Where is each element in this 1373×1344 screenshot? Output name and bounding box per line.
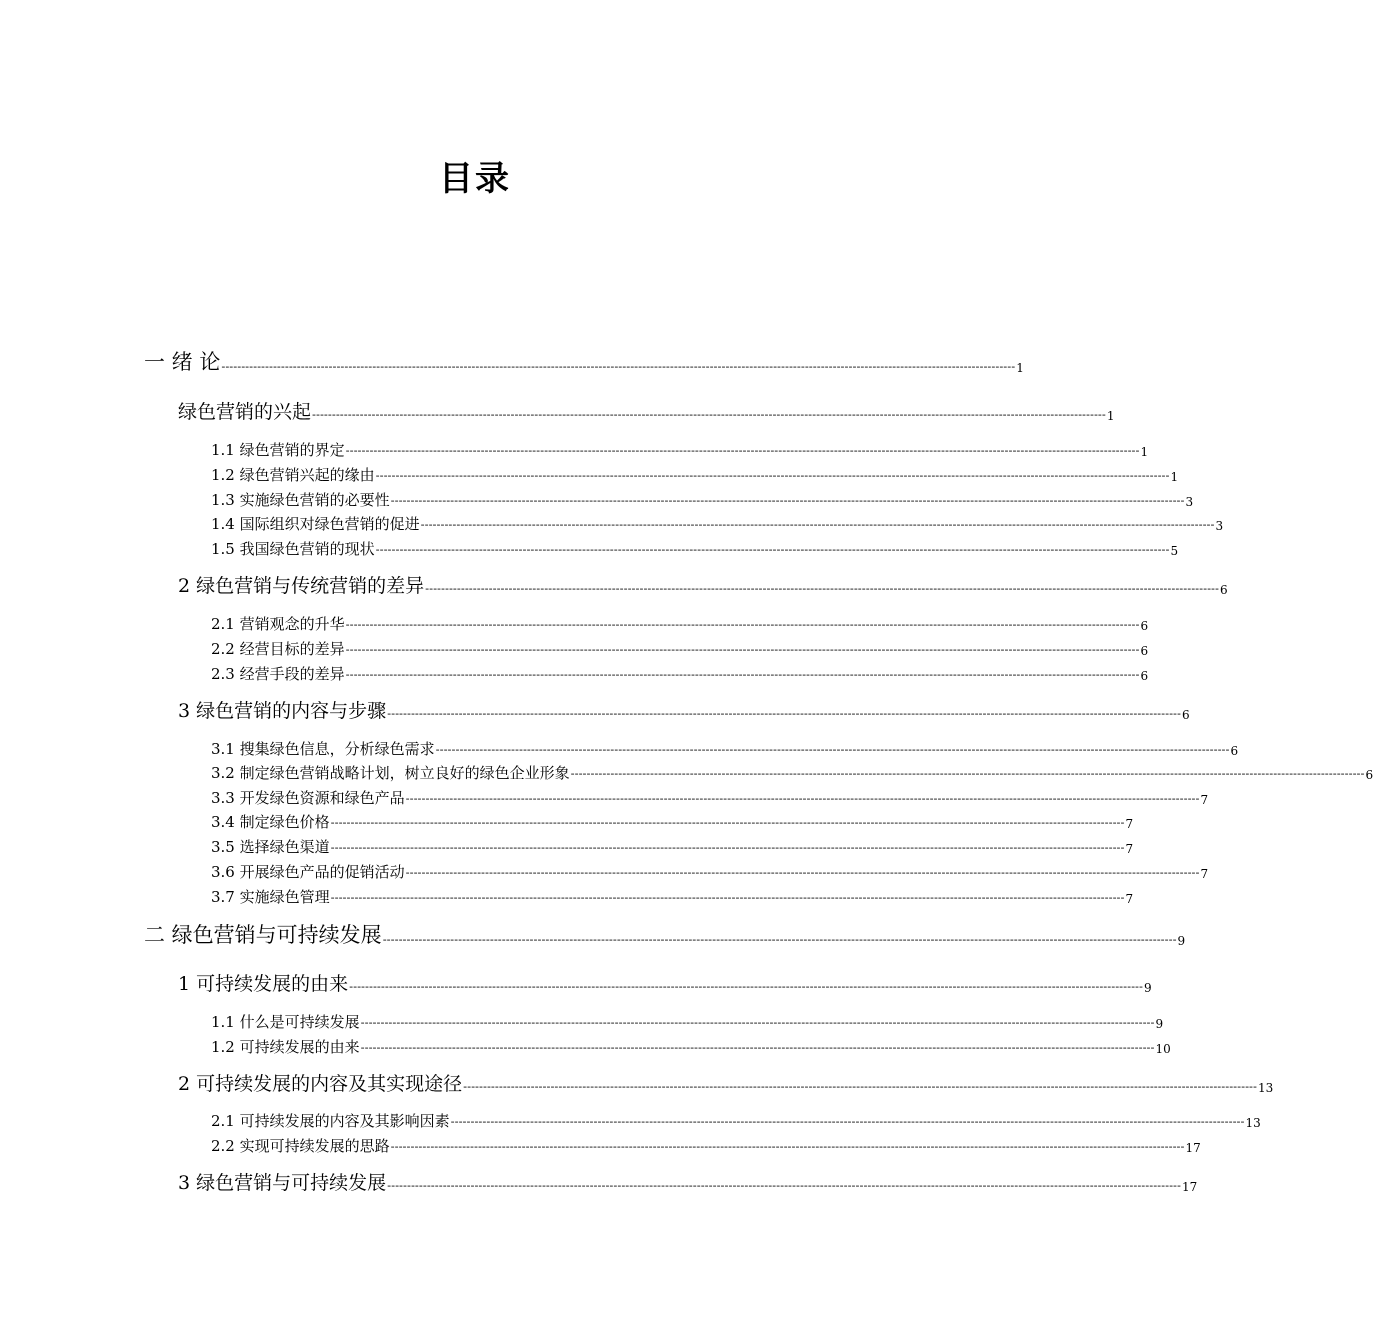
dot-leader: --------------------------------------------------------------------------------------------------------------------------------------------------------------------------------------------------------	[312, 408, 1106, 421]
toc-entry-label: 二 绿色营销与可持续发展	[144, 923, 382, 947]
toc-entry-label: 2.1 营销观念的升华	[211, 615, 345, 633]
dot-leader: --------------------------------------------------------------------------------------------------------------------------------------------------------------------------------------------------------	[345, 643, 1140, 656]
dot-leader: --------------------------------------------------------------------------------------------------------------------------------------------------------------------------------------------------------	[375, 543, 1170, 556]
toc-page-number: 17	[1185, 1141, 1201, 1155]
dot-leader: --------------------------------------------------------------------------------------------------------------------------------------------------------------------------------------------------------	[390, 1140, 1185, 1153]
toc-entry[interactable]	[144, 919, 1186, 949]
toc-entry-label: 3.6 开展绿色产品的促销活动	[211, 863, 405, 881]
dot-leader: --------------------------------------------------------------------------------------------------------------------------------------------------------------------------------------------------------	[345, 668, 1140, 681]
dot-leader: --------------------------------------------------------------------------------------------------------------------------------------------------------------------------------------------------------	[221, 360, 1016, 373]
toc-page-number: 7	[1200, 867, 1209, 881]
toc-entry[interactable]	[211, 610, 1149, 634]
toc-page-number: 6	[1365, 768, 1373, 782]
dot-leader: --------------------------------------------------------------------------------------------------------------------------------------------------------------------------------------------------------	[387, 1179, 1181, 1192]
dot-leader: --------------------------------------------------------------------------------------------------------------------------------------------------------------------------------------------------------	[463, 1080, 1257, 1093]
toc-entry[interactable]	[211, 660, 1149, 684]
toc-entry[interactable]	[178, 968, 1152, 996]
toc-page-number: 1	[1016, 361, 1024, 375]
toc-entry-label: 1.4 国际组织对绿色营销的促进	[211, 515, 420, 533]
toc-entry-label: 2.2 经营目标的差异	[211, 640, 345, 658]
toc-entry-label: 3.5 选择绿色渠道	[211, 838, 330, 856]
toc-entry[interactable]	[178, 1068, 1274, 1096]
dot-leader: --------------------------------------------------------------------------------------------------------------------------------------------------------------------------------------------------------	[570, 767, 1365, 780]
toc-entry-label: 1 可持续发展的由来	[178, 973, 349, 995]
toc-entry-label: 2 绿色营销与传统营销的差异	[178, 575, 425, 597]
toc-entry-label: 1.1 什么是可持续发展	[211, 1013, 360, 1031]
toc-page-number: 6	[1230, 744, 1239, 758]
page-title: 目录	[439, 159, 511, 199]
toc-entry[interactable]	[178, 396, 1115, 424]
dot-leader: --------------------------------------------------------------------------------------------------------------------------------------------------------------------------------------------------------	[382, 933, 1177, 946]
dot-leader: --------------------------------------------------------------------------------------------------------------------------------------------------------------------------------------------------------	[405, 792, 1200, 805]
toc-page-number: 7	[1125, 892, 1134, 906]
dot-leader: --------------------------------------------------------------------------------------------------------------------------------------------------------------------------------------------------------	[450, 1115, 1245, 1128]
toc-page-number: 3	[1185, 495, 1194, 509]
toc-page-number: 1	[1106, 409, 1115, 423]
dot-leader: --------------------------------------------------------------------------------------------------------------------------------------------------------------------------------------------------------	[375, 469, 1170, 482]
toc-entry[interactable]	[211, 436, 1149, 460]
toc-entry-label: 2.2 实现可持续发展的思路	[211, 1137, 390, 1155]
dot-leader: --------------------------------------------------------------------------------------------------------------------------------------------------------------------------------------------------------	[345, 444, 1140, 457]
toc-entry[interactable]	[211, 1107, 1261, 1131]
toc-page-number: 1	[1170, 470, 1179, 484]
toc-entry-label: 3.1 搜集绿色信息，分析绿色需求	[211, 740, 435, 758]
toc-entry[interactable]	[211, 635, 1149, 659]
toc-entry-label: 2 可持续发展的内容及其实现途径	[178, 1073, 463, 1095]
toc-entry-label: 1.5 我国绿色营销的现状	[211, 540, 375, 558]
toc-entry[interactable]	[211, 1008, 1164, 1032]
toc-page-number: 9	[1155, 1017, 1164, 1031]
toc-entry-label: 1.2 可持续发展的由来	[211, 1038, 360, 1056]
toc-entry[interactable]	[211, 535, 1179, 559]
toc-entry[interactable]	[211, 1132, 1201, 1156]
toc-entry-label: 3 绿色营销的内容与步骤	[178, 700, 387, 722]
toc-page-number: 3	[1215, 519, 1224, 533]
toc-entry[interactable]	[211, 461, 1179, 485]
toc-page-number: 9	[1177, 934, 1186, 948]
toc-page-number: 7	[1200, 793, 1209, 807]
dot-leader: --------------------------------------------------------------------------------------------------------------------------------------------------------------------------------------------------------	[360, 1016, 1155, 1029]
dot-leader: --------------------------------------------------------------------------------------------------------------------------------------------------------------------------------------------------------	[387, 707, 1181, 720]
toc-entry-label: 3.3 开发绿色资源和绿色产品	[211, 789, 405, 807]
dot-leader: --------------------------------------------------------------------------------------------------------------------------------------------------------------------------------------------------------	[330, 841, 1125, 854]
toc-entry-label: 2.3 经营手段的差异	[211, 665, 345, 683]
toc-page-number: 6	[1220, 583, 1228, 597]
toc-entry-label: 1.1 绿色营销的界定	[211, 441, 345, 459]
toc-entry[interactable]	[211, 486, 1194, 510]
dot-leader: --------------------------------------------------------------------------------------------------------------------------------------------------------------------------------------------------------	[330, 891, 1125, 904]
toc-entry-label: 2.1 可持续发展的内容及其影响因素	[211, 1112, 450, 1130]
toc-entry-label: 1.2 绿色营销兴起的缘由	[211, 466, 375, 484]
toc-page-number: 7	[1125, 817, 1134, 831]
toc-entry[interactable]	[211, 735, 1239, 759]
toc-page-number: 6	[1140, 619, 1149, 633]
dot-leader: --------------------------------------------------------------------------------------------------------------------------------------------------------------------------------------------------------	[345, 618, 1140, 631]
toc-entry[interactable]	[178, 570, 1228, 598]
toc-page-number: 17	[1182, 1180, 1198, 1194]
toc-page-number: 10	[1155, 1042, 1171, 1056]
toc-entry[interactable]	[211, 858, 1209, 882]
toc-entry[interactable]	[178, 1167, 1198, 1195]
toc-entry-label: 3 绿色营销与可持续发展	[178, 1172, 387, 1194]
toc-page-number: 6	[1140, 644, 1149, 658]
toc-entry[interactable]	[211, 1033, 1171, 1057]
dot-leader: --------------------------------------------------------------------------------------------------------------------------------------------------------------------------------------------------------	[330, 816, 1125, 829]
dot-leader: --------------------------------------------------------------------------------------------------------------------------------------------------------------------------------------------------------	[349, 980, 1143, 993]
toc-page-number: 1	[1140, 445, 1149, 459]
toc-page-number: 13	[1258, 1081, 1274, 1095]
toc-page-number: 7	[1125, 842, 1134, 856]
toc-entry[interactable]	[211, 833, 1134, 857]
dot-leader: --------------------------------------------------------------------------------------------------------------------------------------------------------------------------------------------------------	[425, 582, 1219, 595]
toc-page-number: 6	[1182, 708, 1190, 722]
toc-entry[interactable]	[144, 346, 1024, 376]
toc-entry[interactable]	[211, 808, 1134, 832]
toc-entry-label: 3.7 实施绿色管理	[211, 888, 330, 906]
toc-entry-label: 3.2 制定绿色营销战略计划，树立良好的绿色企业形象	[211, 764, 570, 782]
toc-entry[interactable]	[211, 883, 1134, 907]
dot-leader: --------------------------------------------------------------------------------------------------------------------------------------------------------------------------------------------------------	[405, 866, 1200, 879]
toc-page-number: 6	[1140, 669, 1149, 683]
dot-leader: --------------------------------------------------------------------------------------------------------------------------------------------------------------------------------------------------------	[360, 1041, 1155, 1054]
toc-page-number: 9	[1144, 981, 1152, 995]
toc-entry[interactable]	[211, 510, 1224, 534]
toc-entry-label: 一 绪 论	[144, 350, 221, 374]
dot-leader: --------------------------------------------------------------------------------------------------------------------------------------------------------------------------------------------------------	[390, 494, 1185, 507]
toc-entry-label: 绿色营销的兴起	[178, 401, 312, 423]
dot-leader: --------------------------------------------------------------------------------------------------------------------------------------------------------------------------------------------------------	[435, 743, 1230, 756]
toc-entry-label: 3.4 制定绿色价格	[211, 813, 330, 831]
toc-entry-label: 1.3 实施绿色营销的必要性	[211, 491, 390, 509]
toc-entry[interactable]	[211, 759, 1373, 783]
toc-page-number: 5	[1170, 544, 1179, 558]
toc-page-number: 13	[1245, 1116, 1261, 1130]
toc-entry[interactable]	[211, 784, 1209, 808]
toc-entry[interactable]	[178, 695, 1190, 723]
dot-leader: --------------------------------------------------------------------------------------------------------------------------------------------------------------------------------------------------------	[420, 518, 1215, 531]
